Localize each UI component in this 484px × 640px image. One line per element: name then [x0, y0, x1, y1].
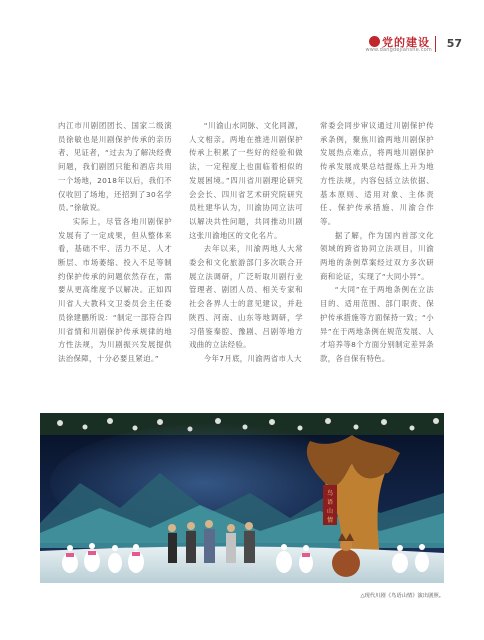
- text-column-2: [189, 119, 303, 366]
- paragraph: “川渝山水同脉、文化同源，人文相亲。两地在推进川剧保护传承上积累了一些好的经验和做法，一定程度上也面临着相似的发展困境。”四川省川剧理论研究会会长、四川省艺术研究院研究员杜建华认为，川渝协同立法可以解决共性问题，共同推动川剧这张川渝地区的文化名片。: [189, 121, 303, 240]
- page-header: [332, 34, 462, 56]
- brand-title: 党的建设: [382, 36, 430, 49]
- text-column-3: [320, 119, 434, 366]
- paragraph: “大同”在于两地条例在立法目的、适用范围、部门职责、保护传承措施等方面保持一致；“小异”在于两地条例在规范发展、人才培养等8个方面分别制定差异条款，各自保有特色。: [320, 285, 434, 363]
- magazine-url: www.dangdejianshe.com: [365, 47, 432, 53]
- paragraph: 今年7月底，川渝两省市人大: [203, 353, 302, 363]
- stage-floor: [40, 546, 444, 583]
- paragraph: 实际上，尽管各地川剧保护发展有了一定成果，但从整体来看，基础不牢、活力不足、人才断层、市场萎缩、投入不足等制约保护传承的问题依然存在，需要从更高维度予以解决。正如四川省人大教科文卫委员会主任委员徐建鹏所说：“制定一部符合四川省情和川剧保护传承规律的地方性法规，为川剧振兴发展提供法治保障，十分必要且紧迫。”: [58, 216, 172, 363]
- stage-scene-image: [40, 413, 444, 583]
- set-sign-char-2: 语: [326, 499, 334, 506]
- paragraph: 据了解，作为国内首部文化领域的跨省协同立法项目，川渝两地的条例草案经过双方多次研商和论证，实现了“大同小异”。: [320, 230, 434, 281]
- stage-photo: [40, 413, 444, 583]
- photo-caption: △现代川剧《鸟语山情》演出剧照。: [360, 593, 444, 599]
- set-sign-char-3: 山: [326, 508, 334, 515]
- page-number: 57: [446, 37, 462, 50]
- header-divider: [435, 36, 436, 52]
- set-sign-char-4: 情: [326, 517, 334, 524]
- paragraph: 去年以来，川渝两地人大常委会和文化旅游部门多次联合开展立法调研，广泛听取川剧行业管理者、剧团人员、相关专家和社会各界人士的意见建议，并赴陕西、河南、山东等地调研，学习借鉴秦腔、豫剧、吕剧等地方戏曲的立法经验。: [189, 244, 303, 350]
- article-body: [58, 119, 434, 387]
- set-sign-char-1: 鸟: [326, 490, 334, 497]
- paragraph: 常委会同步审议通过川剧保护传承条例，聚焦川渝两地川剧保护发展热点难点，将两地川剧保护传承发展成果总结提炼上升为地方性法规，内容包括立法依据、基本原则、适用对象、主体责任、保护传承措施、川渝合作等。: [320, 121, 434, 226]
- paragraph: 内江市川剧团团长、国家二级演员徐敏也是川剧保护传承的亲历者、见证者，“过去为了解决经费问题，我们剧团只能和酒店共用一个场地，2018年以后，我们不仅收回了场地，还招到了30名学员。”徐敏说。: [58, 121, 172, 213]
- text-column-1: [58, 119, 172, 366]
- brand-logo-icon: [369, 36, 380, 47]
